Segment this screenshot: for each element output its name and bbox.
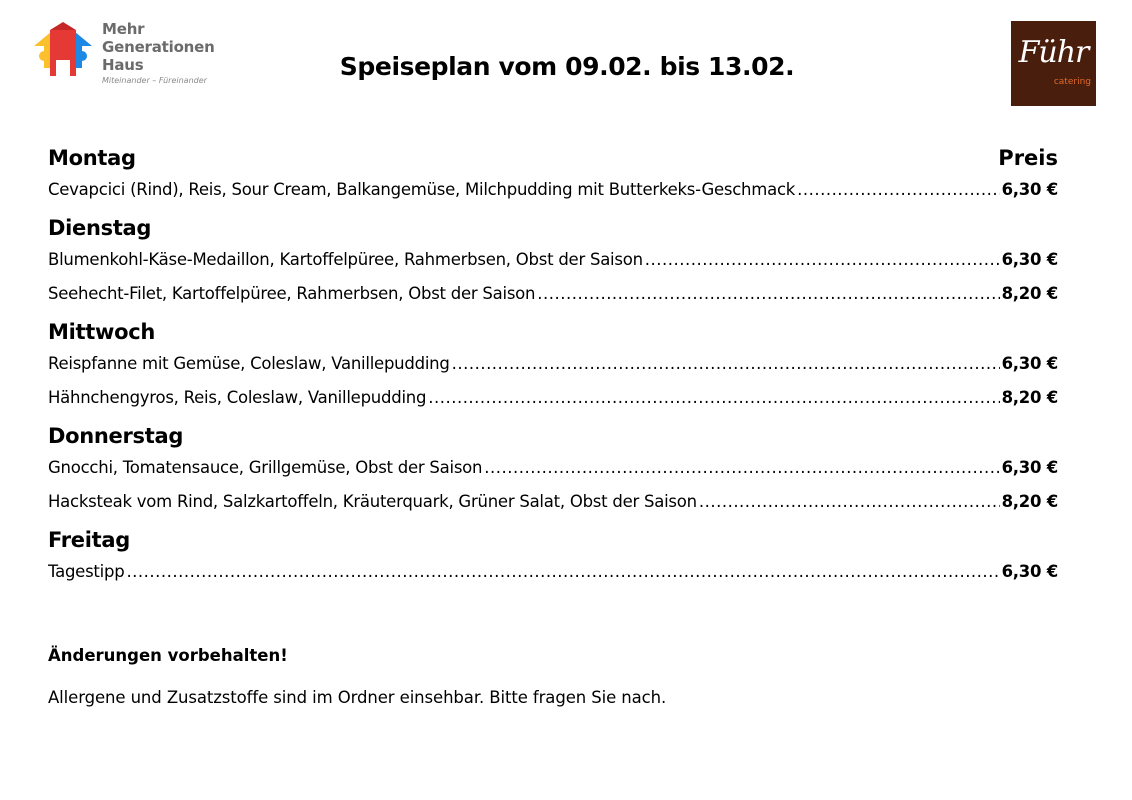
dot-leader (484, 458, 999, 477)
dish-name: Seehecht-Filet, Kartoffelpüree, Rahmerbsen, Obst der Saison (48, 284, 536, 303)
menu-item (48, 562, 1058, 596)
day-header-mittwoch (48, 318, 1058, 354)
house-puzzle-icon (30, 20, 96, 86)
dish-price: 8,20 € (1001, 388, 1058, 407)
dish-name: Tagestipp (48, 562, 125, 581)
dish-price: 6,30 € (1001, 562, 1058, 581)
menu-item (48, 354, 1058, 388)
dish-price: 8,20 € (1001, 284, 1058, 303)
logo-text-line3: Haus (102, 56, 144, 74)
logo-brand-sub: catering (1053, 77, 1091, 87)
allergen-info: Allergene und Zusatzstoffe sind im Ordner einsehbar. Bitte fragen Sie nach. (48, 688, 667, 707)
dish-price: 6,30 € (1001, 250, 1058, 269)
logo-text-line1: Mehr (102, 20, 145, 38)
day-header-freitag (48, 526, 1058, 562)
dish-name: Cevapcici (Rind), Reis, Sour Cream, Balkangemüse, Milchpudding mit Butterkeks-Geschmack (48, 180, 796, 199)
dot-leader (126, 562, 999, 581)
day-header-donnerstag (48, 422, 1058, 458)
day-header-dienstag (48, 214, 1058, 250)
dot-leader (645, 250, 1000, 269)
logo-brand-name: Führ (1018, 35, 1089, 70)
page-title: Speiseplan vom 09.02. bis 13.02. (339, 52, 795, 81)
day-header-montag (48, 144, 1058, 180)
dish-name: Hähnchengyros, Reis, Coleslaw, Vanillepudding (48, 388, 427, 407)
price-column-header: Preis (998, 146, 1058, 170)
logo-tagline: Miteinander – Füreinander (102, 76, 207, 85)
menu-item (48, 388, 1058, 422)
dish-name: Reispfanne mit Gemüse, Coleslaw, Vanillepudding (48, 354, 450, 373)
dish-price: 6,30 € (1001, 354, 1058, 373)
dot-leader (537, 284, 999, 303)
day-name: Mittwoch (48, 320, 155, 344)
menu-item (48, 180, 1058, 214)
menu-item (48, 492, 1058, 526)
dish-price: 6,30 € (1001, 458, 1058, 477)
dish-name: Hacksteak vom Rind, Salzkartoffeln, Kräuterquark, Grüner Salat, Obst der Saison (48, 492, 697, 511)
day-name: Montag (48, 146, 136, 170)
dish-name: Blumenkohl-Käse-Medaillon, Kartoffelpüree, Rahmerbsen, Obst der Saison (48, 250, 643, 269)
menu-item (48, 458, 1058, 492)
dot-leader (428, 388, 999, 407)
dish-price: 6,30 € (1001, 180, 1058, 199)
mehrgenerationenhaus-logo (30, 20, 230, 92)
menu-item (48, 284, 1058, 318)
fuehr-catering-logo (1011, 21, 1096, 106)
changes-notice: Änderungen vorbehalten! (48, 646, 288, 665)
logo-text-line2: Generationen (102, 38, 215, 56)
menu-item (48, 250, 1058, 284)
day-name: Donnerstag (48, 424, 184, 448)
day-name: Freitag (48, 528, 130, 552)
day-name: Dienstag (48, 216, 152, 240)
dish-name: Gnocchi, Tomatensauce, Grillgemüse, Obst der Saison (48, 458, 483, 477)
dot-leader (699, 492, 1000, 511)
dot-leader (797, 180, 999, 199)
menu-list (48, 144, 1058, 596)
dot-leader (452, 354, 1000, 373)
dish-price: 8,20 € (1001, 492, 1058, 511)
